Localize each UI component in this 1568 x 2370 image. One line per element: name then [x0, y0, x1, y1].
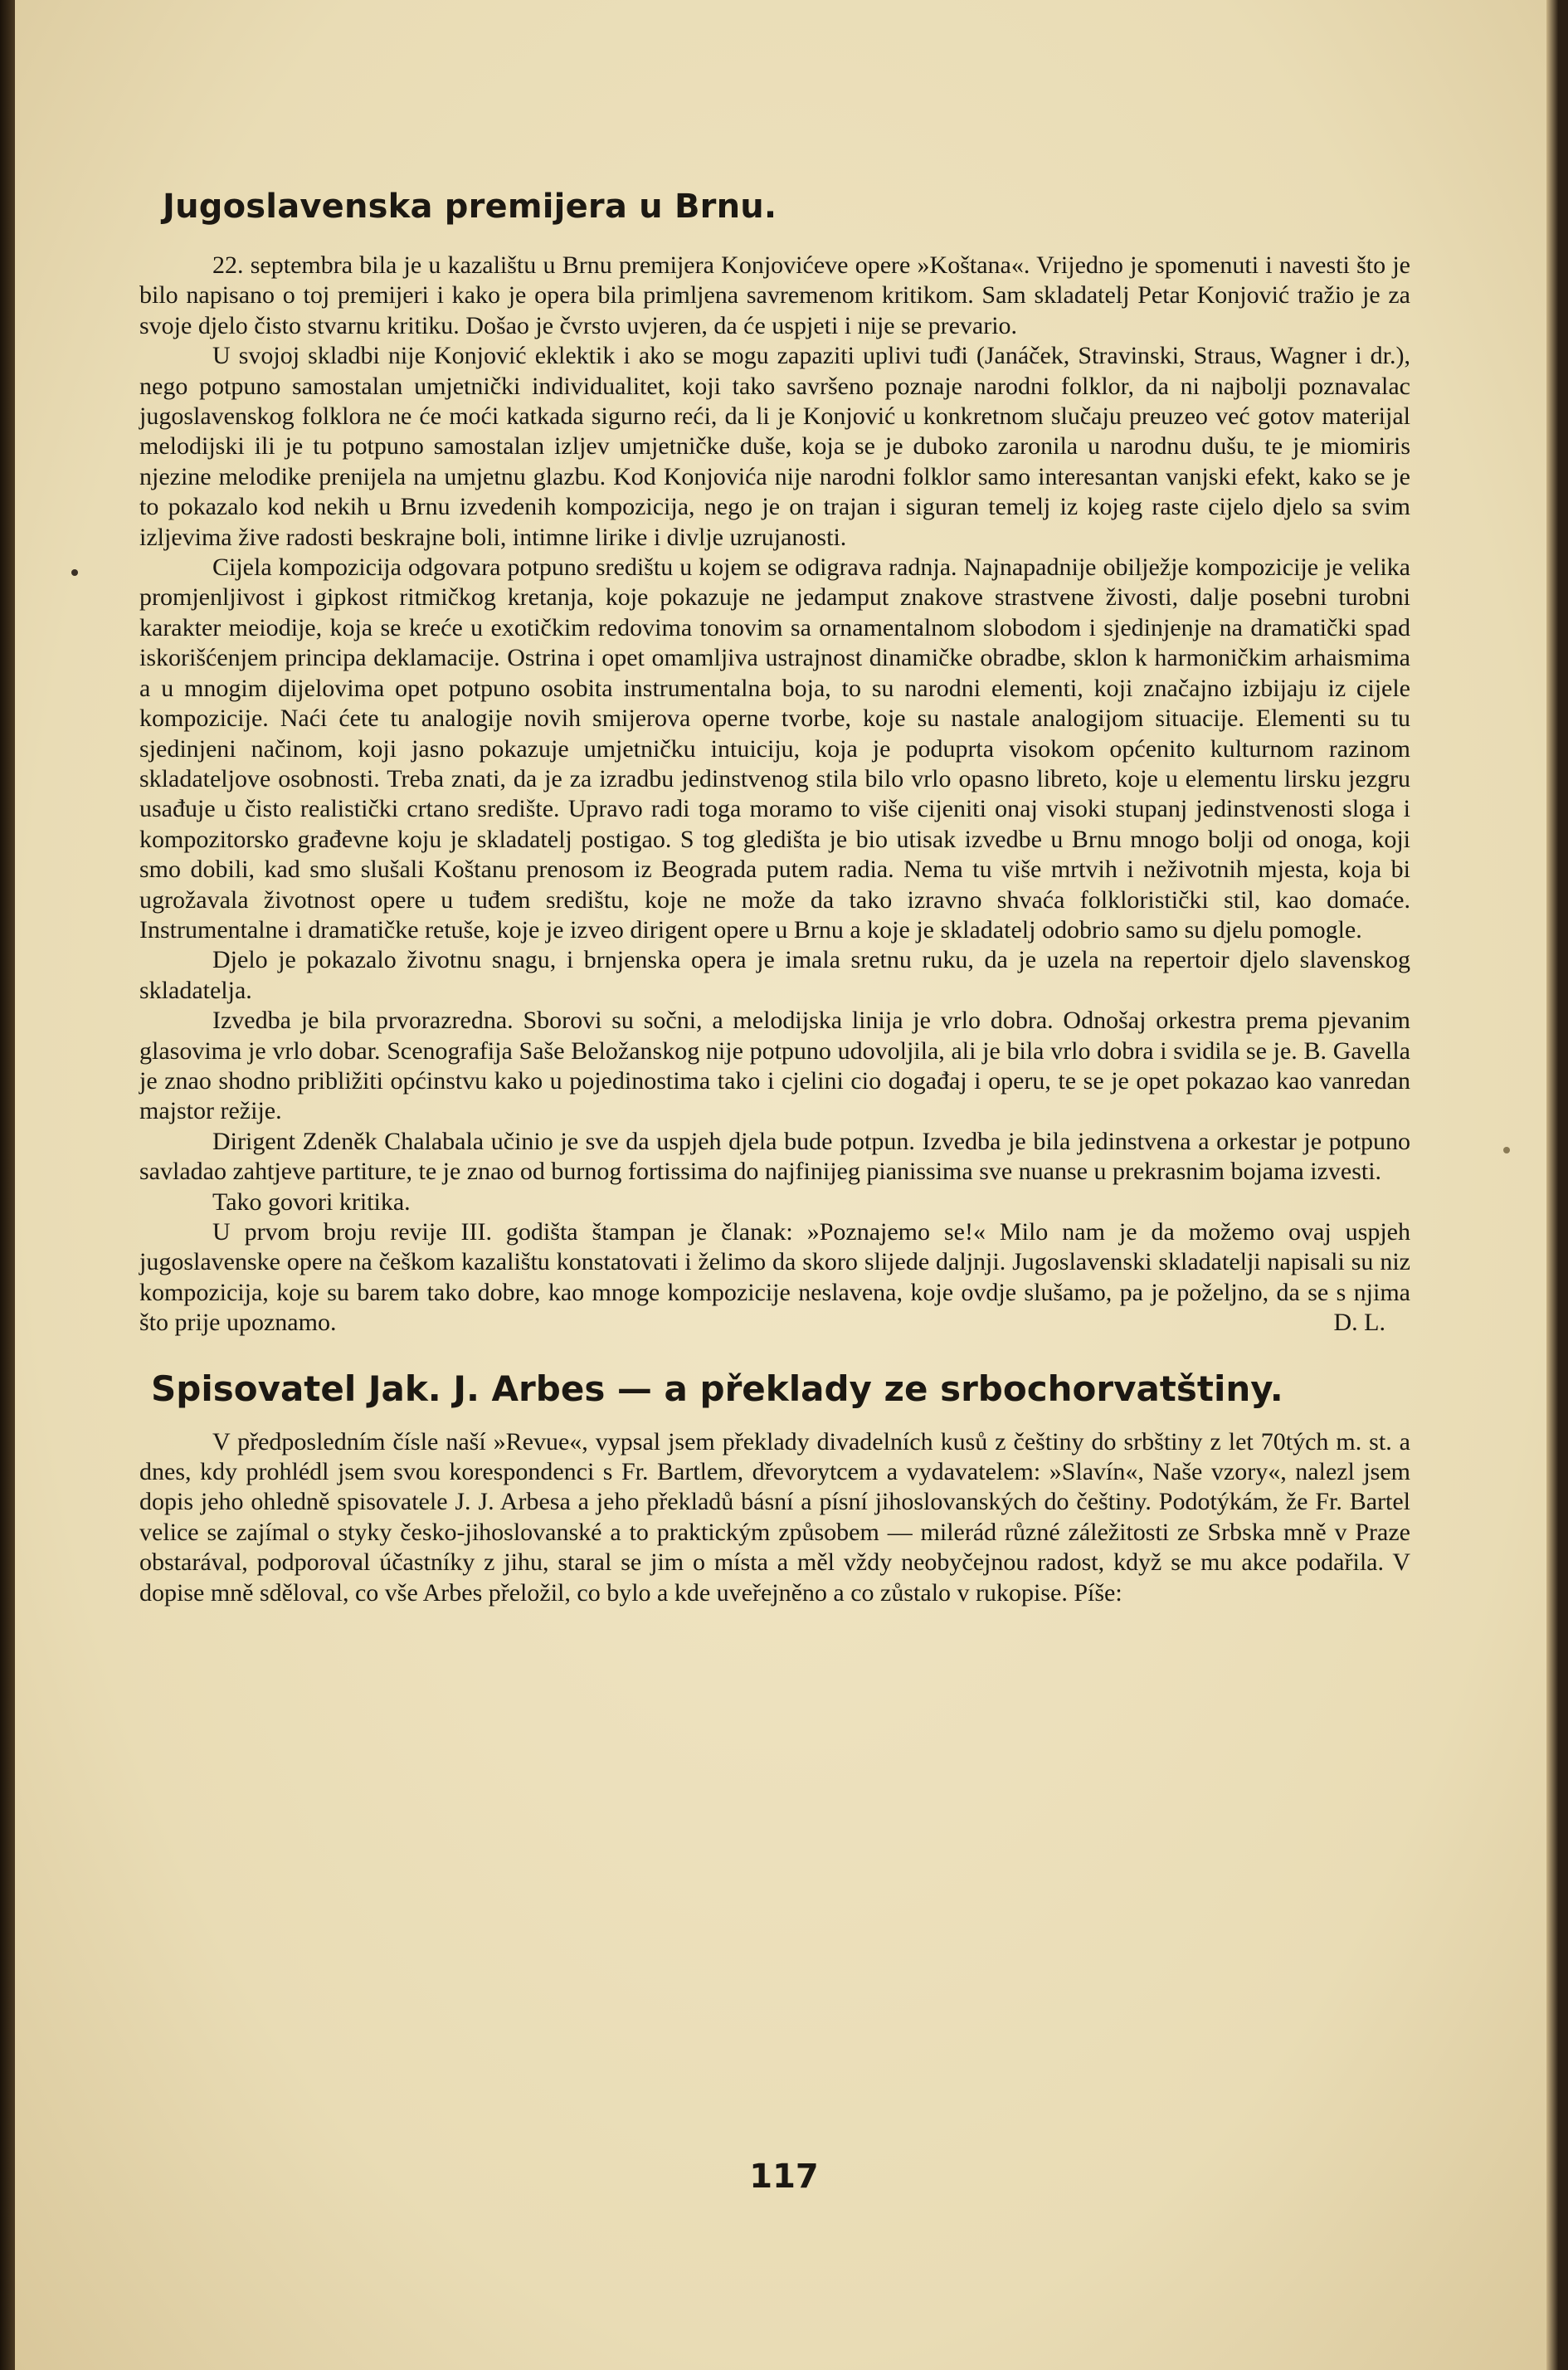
paragraph-text: U prvom broju revije III. godišta štampan je članak: »Poznajemo se!« Milo nam je da možemo ovaj uspjeh jugoslavenske opere na češkom kazalištu konstatovati i želimo da skoro slijede daljnji. Jugoslavenski skladatelji napisali su niz kompozicija, koje su barem tako dobre, kao mnoge kompozicije neslavena, koje ovdje slušamo, pa je poželjno, da se s njima što prije upoznamo.	[139, 1218, 1410, 1337]
paragraph: U svojoj skladbi nije Konjović eklektik i ako se mogu zapaziti uplivi tuđi (Janáček, Stravinski, Straus, Wagner i dr.), nego potpuno samostalan umjetnički individualitet, koji tako savršeno poznaje narodni folklor, da ni najbolji poznavalac jugoslavenskog folklora ne će moći katkada sigurno reći, da li je Konjović u konkretnom slučaju preuzeo već gotov materijal melodijski ili je tu potpuno samostalan izljev umjetničke duše, koja se je duboko zaronila u narodnu dušu, te je miomiris njezine melodike prenijela na umjetnu glazbu. Kod Konjovića nije narodni folklor samo interesantan vanjski efekt, kako se je to pokazalo kod nekih u Brnu izvedenih kompozicija, nego je on trajan i siguran temelj iz kojeg raste cijelo djelo sa svim izljevima žive radosti beskrajne boli, intimne lirike i divlje uzrujanosti.	[139, 342, 1410, 551]
book-spine	[0, 0, 15, 2370]
paragraph: Djelo je pokazalo životnu snagu, i brnjenska opera je imala sretnu ruku, da je uzela na repertoir djelo slavenskog skladatelja.	[139, 946, 1410, 1004]
paragraph: Izvedba je bila prvorazredna. Sborovi su sočni, a melodijska linija je vrlo dobra. Odnošaj orkestra prema pjevanim glasovima je vrlo dobar. Scenografija Saše Beložanskog nije potpuno udovoljila, ali je bila vrlo dobra i svidila se je. B. Gavella je znao shodno približiti općinstvu kako u pojedinostima tako i cjelini cio događaj i operu, te se je opet pokazao kao vanredan majstor režije.	[139, 1007, 1410, 1125]
article-body	[139, 188, 1410, 1608]
speck	[71, 569, 78, 576]
article-title: Spisovatel Jak. J. Arbes — a překlady ze srbochorvatštiny.	[151, 1368, 1283, 1409]
page-edge	[1546, 0, 1558, 2370]
paragraph	[139, 1217, 1410, 1339]
author-signature: D. L.	[1333, 1309, 1385, 1337]
paragraph: V předposledním čísle naší »Revue«, vypsal jsem překlady divadelních kusů z češtiny do srbštiny z let 70tých m. st. a dnes, kdy prohlédl jsem svou korespondenci s Fr. Bartlem, dřevorytcem a vydavatelem: »Slavín«, Naše vzory«, nalezl jsem dopis jeho ohledně spisovatele J. J. Arbesa a jeho překladů básní a písní jihoslovanských do češtiny. Podotýkám, že Fr. Bartel velice se zajímal o styky česko-jihoslovanské a to praktickým způsobem — milerád různé záležitosti ze Srbska mně v Praze obstarával, podporoval účastníky z jihu, staral se jim o místa a měl vždy neobyčejnou radost, když se mu akce podařila. V dopise mně sděloval, co vše Arbes přeložil, co bylo a kde uveřejněno a co zůstalo v rukopise. Píše:	[139, 1427, 1410, 1607]
paragraph: 22. septembra bila je u kazalištu u Brnu premijera Konjovićeve opere »Koštana«. Vrijedno je spomenuti i navesti što je bilo napisano o toj premijeri i kako je opera bila primljena savremenom kritikom. Sam skladatelj Petar Konjović tražio je za svoje djelo čisto stvarnu kritiku. Došao je čvrsto uvjeren, da će uspjeti i nije se prevario.	[139, 251, 1410, 339]
page-number: 117	[749, 2158, 819, 2196]
article-title: Jugoslavenska premijera u Brnu.	[163, 188, 777, 226]
paragraph: Cijela kompozicija odgovara potpuno središtu u kojem se odigrava radnja. Najnapadnije obilježje kompozicije je velika promjenljivost i gipkost ritmičkog kretanja, koje pokazuje ne jedamput znakove strastvene živosti, dalje posebni turobni karakter meiodije, koja se kreće u exotičkim redovima tonovim sa ornamentalnom slobodom i sjedinjenje na dramatički spad iskorišćenjem principa deklamacije. Ostrina i opet omamljiva ustrajnost dinamičke obradbe, sklon k harmoničkim arhaismima a u mnogim dijelovima opet potpuno osobita instrumentalna boja, to su narodni elementi, koji značajno izbijaju iz cijele kompozicije. Naći ćete tu analogije novih smijerova operne tvorbe, koje su nastale analogijom situacije. Elementi su tu sjedinjeni načinom, koji jasno pokazuje umjetničku intuiciju, koja je poduprta visokom općenito kulturnom razinom skladateljove osobnosti. Treba znati, da je za izradbu jedinstvenog stila bilo vrlo opasno libreto, koje u elementu lirsku jezgru usađuje u čisto realistički crtano središte. Upravo radi toga moramo to više cijeniti onaj visoki stupanj jedinstvenosti sloga i kompozitorsko građevne koju je skladatelj postigao. S tog gledišta je bio utisak izvedbe u Brnu mnogo bolji od onoga, koji smo dobili, kad smo slušali Koštanu prenosom iz Beograda putem radia. Nema tu više mrtvih i neživotnih mjesta, koja bi ugrožavala životnost opere u tuđem središtu, koje ne može da tako izravno shvaća folkloristički stil, kao domaće. Instrumentalne i dramatičke retuše, koje je izveo dirigent opere u Brnu a koje je skladatelj odobrio samo su djelu pomogle.	[139, 553, 1410, 944]
paragraph: Tako govori kritika.	[212, 1187, 411, 1216]
speck	[1503, 1147, 1510, 1153]
paragraph: Dirigent Zdeněk Chalabala učinio je sve da uspjeh djela bude potpun. Izvedba je bila jedinstvena a orkestar je potpuno savladao zahtjeve partiture, te je znao od burnog fortissima do najfinijeg pianissima sve nuanse u prekrasnim bojama izvesti.	[139, 1127, 1410, 1186]
